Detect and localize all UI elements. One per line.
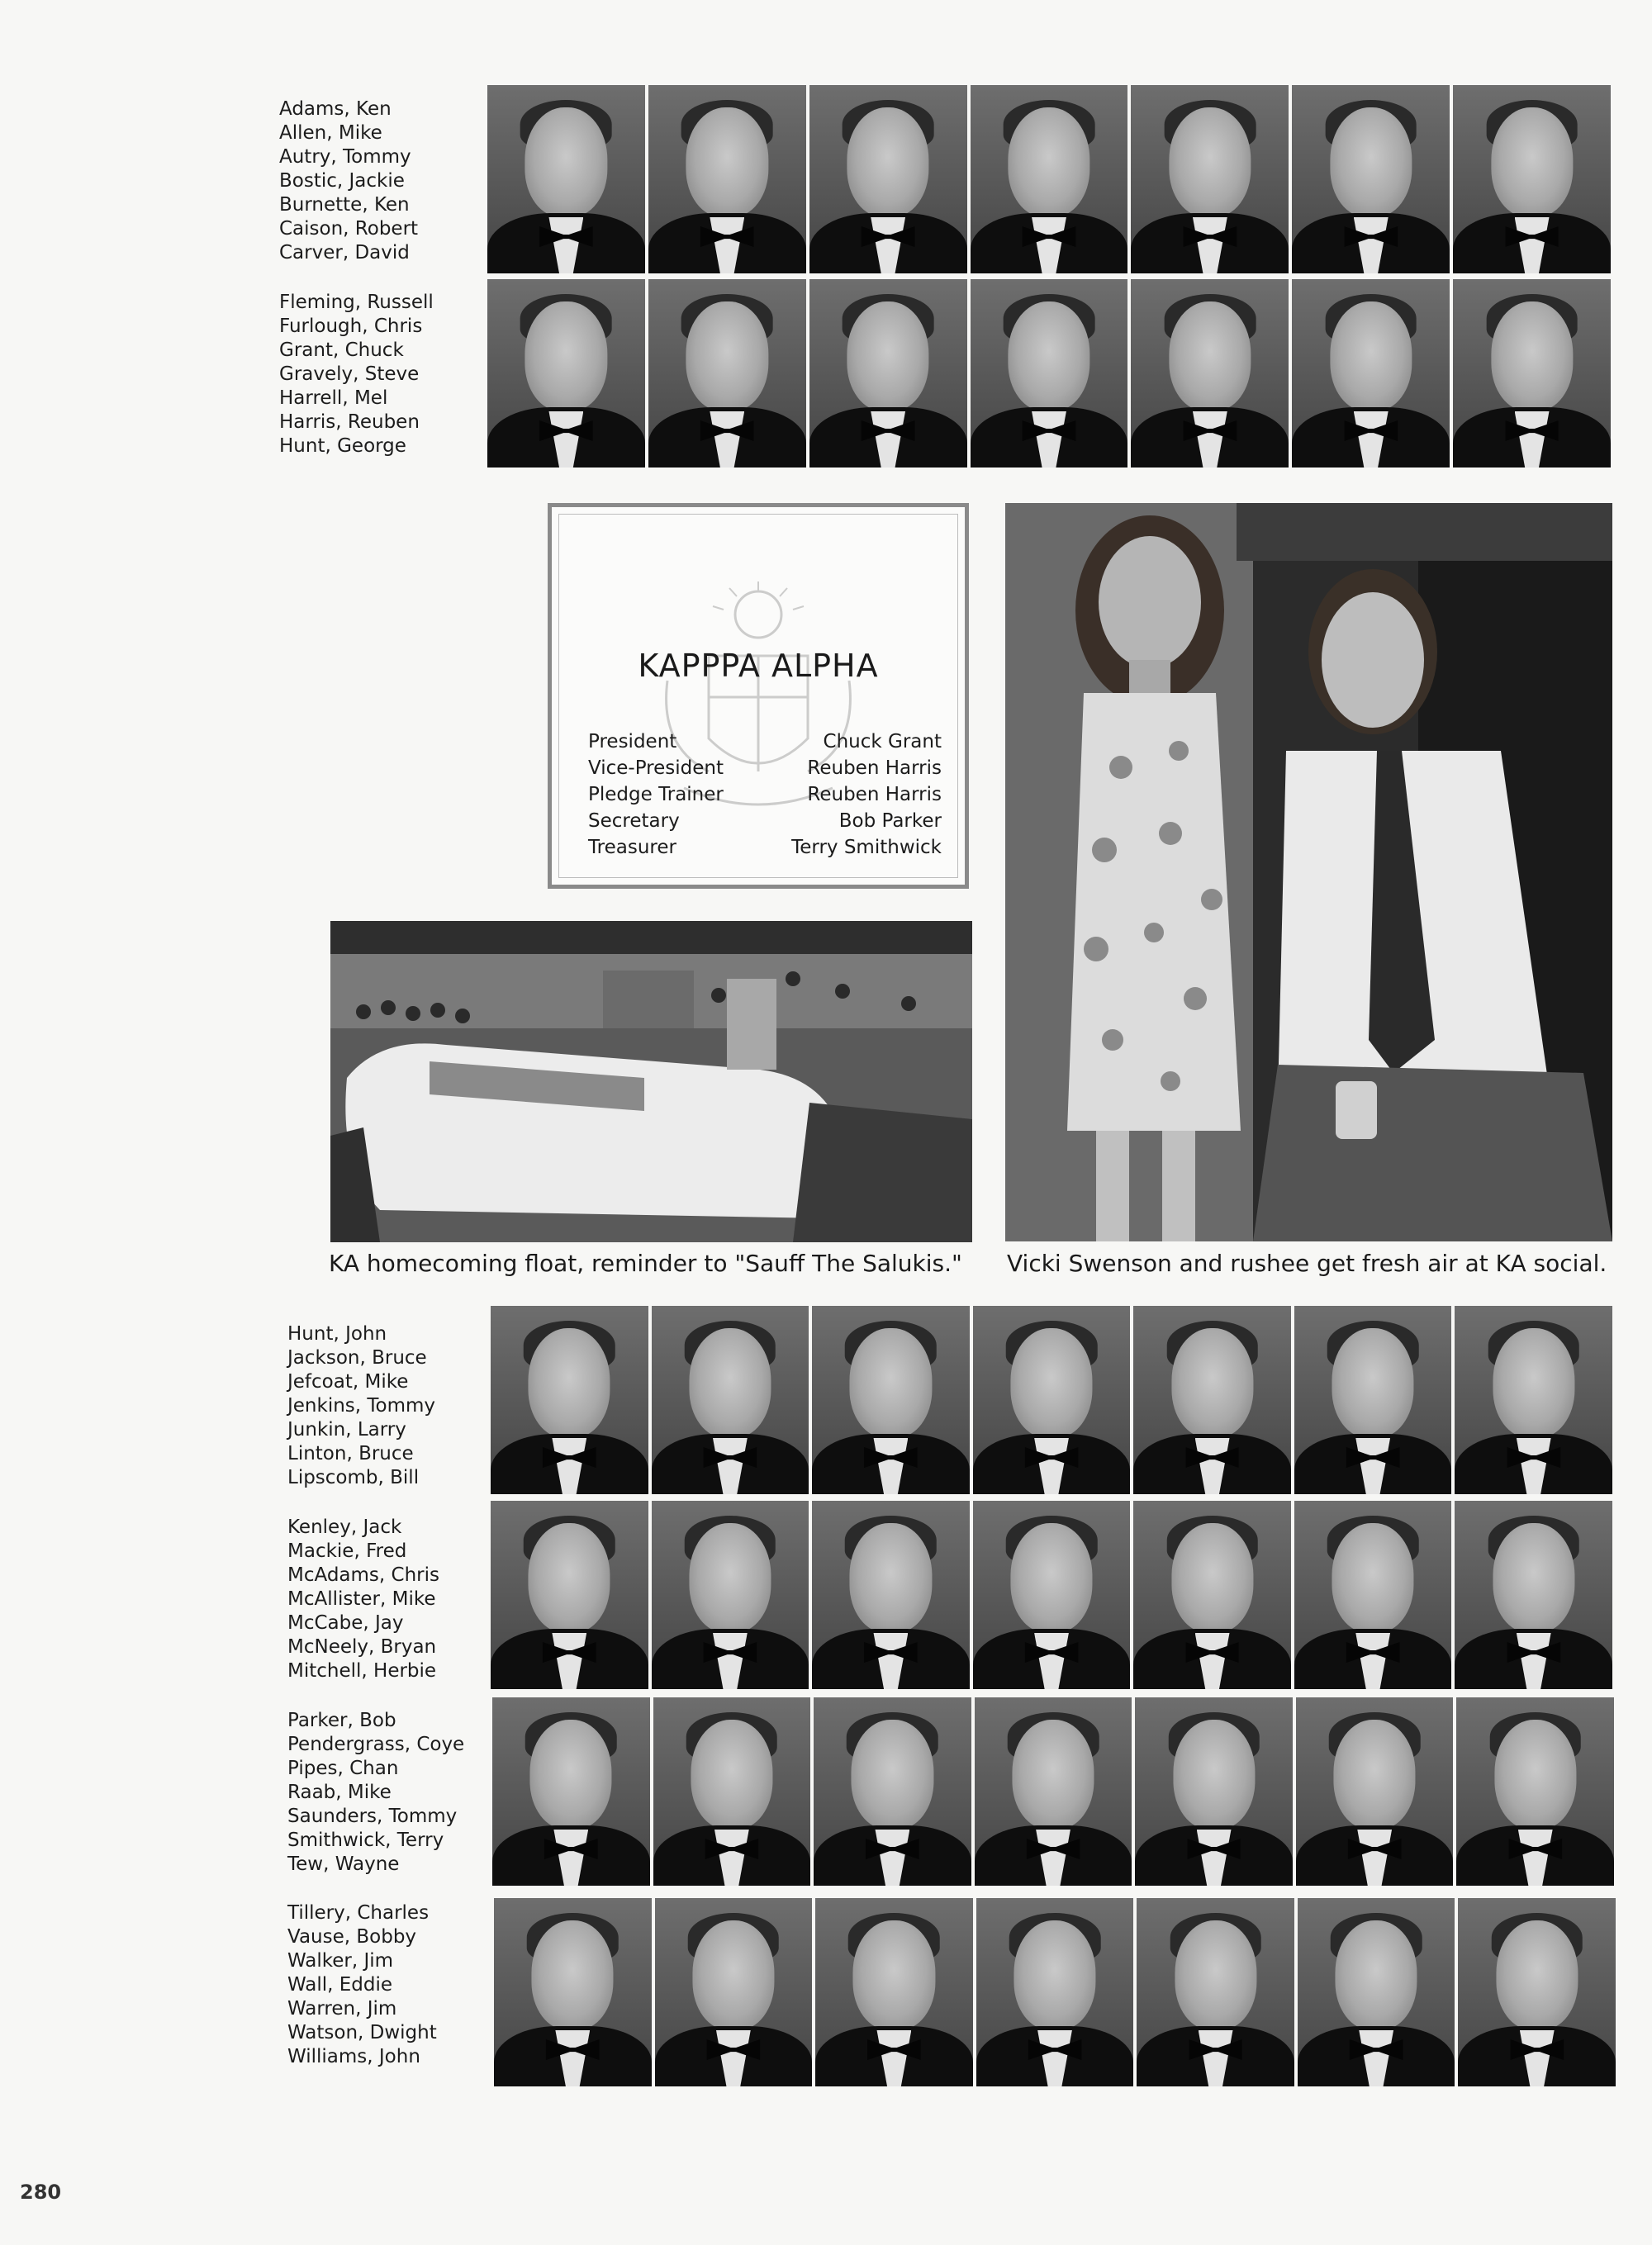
officer-row [588, 729, 942, 755]
portrait-head [1169, 301, 1251, 411]
organization-title: KAPPPA ALPHA [638, 648, 879, 684]
portrait-head [1336, 1920, 1417, 2029]
member-name: Pendergrass, Coye [287, 1734, 465, 1755]
portrait-head [529, 1523, 610, 1632]
portrait-photo [1296, 1697, 1454, 1886]
portrait-photo [652, 1501, 809, 1689]
portrait-photo [1292, 279, 1450, 468]
member-name: Watson, Dwight [287, 2022, 437, 2043]
member-name: Tillery, Charles [287, 1902, 430, 1924]
officer-role: President [588, 731, 677, 752]
portrait-photo [973, 1306, 1131, 1494]
names-list-1 [279, 97, 477, 265]
portrait-photo [815, 1898, 973, 2086]
portrait-head [1173, 1720, 1255, 1829]
portrait-photo [487, 85, 645, 273]
member-name: Adams, Ken [279, 98, 392, 120]
portrait-photo [652, 1306, 809, 1494]
portrait-head [1175, 1920, 1256, 2029]
member-name: Kenley, Jack [287, 1516, 402, 1538]
portrait-head [1014, 1920, 1095, 2029]
portrait-head [532, 1920, 614, 2029]
portrait-photo [494, 1898, 652, 2086]
portrait-photo [975, 1697, 1132, 1886]
member-name: Raab, Mike [287, 1782, 392, 1803]
portrait-photo [487, 279, 645, 468]
officer-role: Treasurer [588, 837, 676, 858]
portrait-photo [1455, 1306, 1612, 1494]
portrait-photo [1133, 1306, 1291, 1494]
portrait-head [1494, 1720, 1576, 1829]
portrait-row-2 [487, 279, 1611, 468]
portrait-head [525, 107, 607, 216]
member-name: Saunders, Tommy [287, 1806, 458, 1827]
portrait-head [1496, 1920, 1578, 2029]
names-list-6 [287, 1901, 486, 2069]
member-name: Warren, Jim [287, 1998, 397, 2020]
portrait-row-5 [492, 1697, 1614, 1886]
portrait-photo [973, 1501, 1131, 1689]
officer-row [588, 781, 942, 808]
portrait-head [529, 1328, 610, 1437]
portrait-head [525, 301, 607, 411]
member-name: Vause, Bobby [287, 1926, 417, 1948]
portrait-head [1169, 107, 1251, 216]
officer-name: Bob Parker [838, 810, 942, 832]
portrait-head [689, 1328, 771, 1437]
portrait-photo [809, 279, 967, 468]
member-name: McAdams, Chris [287, 1564, 439, 1586]
portrait-head [1493, 1523, 1574, 1632]
portrait-head [853, 1920, 935, 2029]
social-photo [1005, 503, 1612, 1241]
officer-role: Secretary [588, 810, 680, 832]
portrait-row-3 [491, 1306, 1612, 1494]
member-name: McCabe, Jay [287, 1612, 404, 1634]
officer-name: Reuben Harris [807, 757, 942, 779]
member-name: Bostic, Jackie [279, 170, 405, 192]
portrait-photo [812, 1306, 970, 1494]
portrait-head [1010, 1523, 1092, 1632]
officer-name: Chuck Grant [823, 731, 942, 752]
member-name: Walker, Jim [287, 1950, 394, 1972]
names-list-4 [287, 1516, 486, 1683]
portrait-photo [1294, 1501, 1452, 1689]
member-name: Furlough, Chris [279, 316, 423, 337]
portrait-photo [1137, 1898, 1294, 2086]
member-name: Jenkins, Tommy [287, 1395, 436, 1417]
portrait-head [692, 1920, 774, 2029]
member-name: McAllister, Mike [287, 1588, 436, 1610]
member-name: Jackson, Bruce [287, 1347, 427, 1369]
portrait-head [1008, 107, 1089, 216]
portrait-row-1 [487, 85, 1611, 273]
portrait-head [686, 301, 768, 411]
officer-role: Pledge Trainer [588, 784, 724, 805]
names-list-5 [287, 1709, 486, 1877]
member-name: Wall, Eddie [287, 1974, 393, 1996]
member-name: Parker, Bob [287, 1710, 396, 1731]
portrait-head [689, 1523, 771, 1632]
portrait-head [691, 1720, 772, 1829]
member-name: Junkin, Larry [287, 1419, 406, 1441]
portrait-row-6 [494, 1898, 1616, 2086]
officer-role: Vice-President [588, 757, 724, 779]
portrait-photo [1456, 1697, 1614, 1886]
officer-list [588, 729, 942, 861]
portrait-head [1332, 1328, 1414, 1437]
portrait-head [686, 107, 768, 216]
member-name: Hunt, George [279, 435, 406, 457]
portrait-head [1171, 1328, 1253, 1437]
member-name: Mackie, Fred [287, 1540, 407, 1562]
portrait-photo [491, 1306, 648, 1494]
portrait-photo [492, 1697, 650, 1886]
portrait-photo [1135, 1697, 1293, 1886]
member-name: Harris, Reuben [279, 411, 420, 433]
member-name: Caison, Robert [279, 218, 419, 240]
portrait-photo [1453, 279, 1611, 468]
portrait-head [852, 1720, 933, 1829]
portrait-head [850, 1328, 932, 1437]
member-name: Harrell, Mel [279, 387, 388, 409]
member-name: Allen, Mike [279, 122, 382, 144]
officer-row [588, 808, 942, 834]
portrait-photo [1131, 85, 1289, 273]
portrait-photo [809, 85, 967, 273]
portrait-head [850, 1523, 932, 1632]
officer-row [588, 834, 942, 861]
portrait-head [1330, 107, 1412, 216]
names-list-3 [287, 1322, 486, 1490]
member-name: Williams, John [287, 2046, 420, 2067]
social-photo-figures [1005, 503, 1612, 1241]
portrait-photo [648, 85, 806, 273]
portrait-photo [1294, 1306, 1452, 1494]
member-name: Gravely, Steve [279, 363, 420, 385]
member-name: Carver, David [279, 242, 410, 263]
officer-name: Reuben Harris [807, 784, 942, 805]
member-name: Smithwick, Terry [287, 1830, 444, 1851]
portrait-row-4 [491, 1501, 1612, 1689]
member-name: Linton, Bruce [287, 1443, 414, 1464]
portrait-head [847, 107, 929, 216]
portrait-photo [1298, 1898, 1455, 2086]
portrait-photo [491, 1501, 648, 1689]
member-name: Jefcoat, Mike [287, 1371, 409, 1393]
portrait-photo [971, 279, 1128, 468]
portrait-head [1171, 1523, 1253, 1632]
portrait-head [1010, 1328, 1092, 1437]
officer-row [588, 755, 942, 781]
portrait-photo [655, 1898, 813, 2086]
portrait-photo [1458, 1898, 1616, 2086]
page-number: 280 [20, 2181, 62, 2204]
portrait-head [847, 301, 929, 411]
member-name: Grant, Chuck [279, 339, 404, 361]
portrait-photo [1131, 279, 1289, 468]
portrait-head [1330, 301, 1412, 411]
member-name: Mitchell, Herbie [287, 1660, 437, 1682]
member-name: Burnette, Ken [279, 194, 410, 216]
member-name: Pipes, Chan [287, 1758, 399, 1779]
officer-name: Terry Smithwick [791, 837, 942, 858]
portrait-head [1332, 1523, 1414, 1632]
portrait-head [530, 1720, 612, 1829]
member-name: Lipscomb, Bill [287, 1467, 420, 1488]
member-name: Fleming, Russell [279, 292, 434, 313]
portrait-photo [653, 1697, 811, 1886]
member-name: Tew, Wayne [287, 1853, 400, 1875]
officer-box [548, 503, 969, 889]
portrait-photo [814, 1697, 971, 1886]
float-photo-scene [330, 921, 972, 1242]
portrait-head [1008, 301, 1089, 411]
names-list-2 [279, 291, 477, 458]
member-name: Hunt, John [287, 1323, 387, 1345]
portrait-head [1012, 1720, 1094, 1829]
portrait-head [1334, 1720, 1416, 1829]
member-name: McNeely, Bryan [287, 1636, 437, 1658]
portrait-photo [971, 85, 1128, 273]
homecoming-float-photo [330, 921, 972, 1242]
portrait-head [1491, 301, 1573, 411]
portrait-photo [1455, 1501, 1612, 1689]
portrait-photo [1453, 85, 1611, 273]
social-caption: Vicki Swenson and rushee get fresh air at KA social. [1007, 1250, 1607, 1277]
portrait-photo [648, 279, 806, 468]
portrait-photo [1133, 1501, 1291, 1689]
portrait-photo [812, 1501, 970, 1689]
member-name: Autry, Tommy [279, 146, 411, 168]
portrait-head [1493, 1328, 1574, 1437]
float-caption: KA homecoming float, reminder to "Sauff The Salukis." [329, 1250, 962, 1277]
portrait-head [1491, 107, 1573, 216]
portrait-photo [976, 1898, 1134, 2086]
portrait-photo [1292, 85, 1450, 273]
